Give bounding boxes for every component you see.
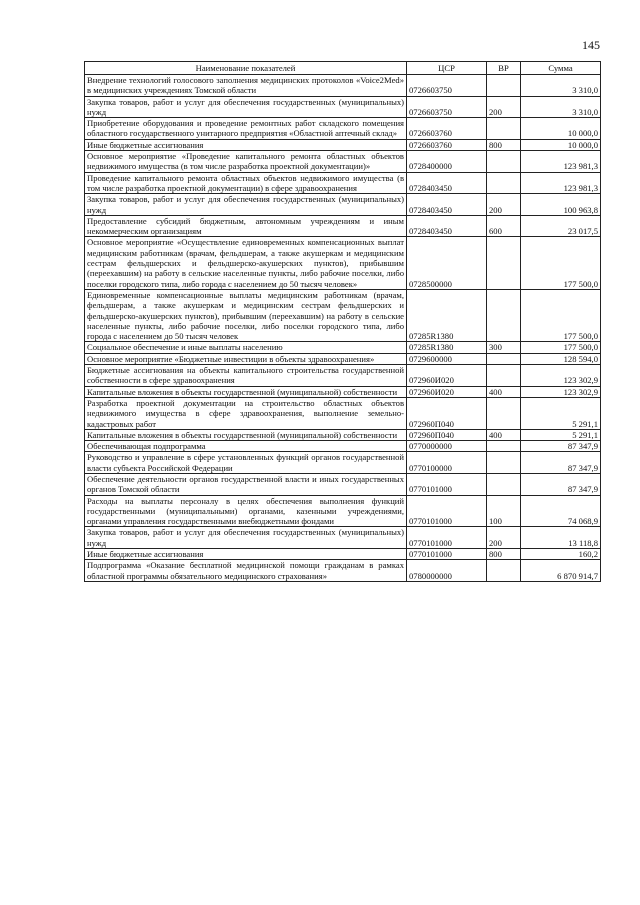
cell-csr: 0728500000 [407,237,487,289]
page-number: 145 [582,38,600,52]
cell-sum: 160,2 [521,549,601,560]
cell-name: Основное мероприятие «Бюджетные инвестиции в объекты здравоохранения» [85,353,407,364]
cell-name: Капитальные вложения в объекты государственной (муниципальной) собственности [85,429,407,440]
cell-sum: 123 981,3 [521,172,601,194]
table-row [85,386,601,397]
cell-sum: 177 500,0 [521,237,601,289]
cell-sum: 5 291,1 [521,397,601,429]
cell-csr: 07285R1380 [407,289,487,341]
cell-name: Обеспечивающая подпрограмма [85,441,407,452]
cell-csr: 0770101000 [407,495,487,527]
cell-csr: 0728400000 [407,151,487,173]
cell-name: Руководство и управление в сфере установленных функций органов государственной власти субъекта Российской Федерации [85,452,407,474]
cell-sum: 5 291,1 [521,429,601,440]
cell-csr: 0728403450 [407,194,487,216]
cell-sum: 74 068,9 [521,495,601,527]
cell-csr: 0728403450 [407,172,487,194]
cell-vr: 600 [487,215,521,237]
table-row [85,441,601,452]
table-row [85,215,601,237]
cell-sum: 87 347,9 [521,473,601,495]
cell-vr [487,289,521,341]
cell-sum: 3 310,0 [521,96,601,118]
cell-vr [487,441,521,452]
cell-vr [487,353,521,364]
cell-csr: 0770000000 [407,441,487,452]
cell-vr: 200 [487,194,521,216]
cell-vr [487,172,521,194]
cell-name: Приобретение оборудования и проведение ремонтных работ складского помещения областного государственного унитарного предприятия «Областной аптечный склад» [85,118,407,140]
cell-sum: 128 594,0 [521,353,601,364]
cell-sum: 23 017,5 [521,215,601,237]
cell-sum: 3 310,0 [521,75,601,97]
cell-sum: 123 302,9 [521,386,601,397]
cell-csr: 0728403450 [407,215,487,237]
cell-sum: 100 963,8 [521,194,601,216]
header-name: Наименование показателей [85,62,407,75]
cell-sum: 10 000,0 [521,118,601,140]
cell-csr: 0770100000 [407,452,487,474]
cell-vr [487,237,521,289]
cell-vr: 200 [487,96,521,118]
cell-name: Социальное обеспечение и иные выплаты населению [85,342,407,353]
table-row [85,194,601,216]
cell-name: Единовременные компенсационные выплаты медицинским работникам (врачам, фельдшерам, а также акушеркам и медицинским сестрам фельдшерских и фельдшерско-акушерских пунктов), прибывшим (переехавшим) на работу в сельские населенные пункты, либо рабочие поселки, либо поселки городского типа, либо города с населением до 50 тысяч человек [85,289,407,341]
header-csr: ЦСР [407,62,487,75]
header-vr: ВР [487,62,521,75]
cell-name: Закупка товаров, работ и услуг для обеспечения государственных (муниципальных) нужд [85,527,407,549]
table-row [85,365,601,387]
cell-name: Закупка товаров, работ и услуг для обеспечения государственных (муниципальных) нужд [85,194,407,216]
table-row [85,495,601,527]
cell-vr: 100 [487,495,521,527]
cell-csr: 0780000000 [407,560,487,582]
table-row [85,527,601,549]
cell-name: Предоставление субсидий бюджетным, автономным учреждениям и иным некоммерческим организациям [85,215,407,237]
cell-vr: 300 [487,342,521,353]
cell-vr: 400 [487,386,521,397]
cell-vr: 800 [487,139,521,150]
table-header [85,62,601,75]
cell-sum: 87 347,9 [521,441,601,452]
cell-csr: 072960И020 [407,365,487,387]
cell-csr: 0726603750 [407,96,487,118]
table-row [85,353,601,364]
cell-sum: 123 302,9 [521,365,601,387]
cell-name: Закупка товаров, работ и услуг для обеспечения государственных (муниципальных) нужд [85,96,407,118]
table-row [85,289,601,341]
cell-vr: 400 [487,429,521,440]
cell-name: Подпрограмма «Оказание бесплатной медицинской помощи гражданам в рамках областной программы обязательного медицинского страхования» [85,560,407,582]
table-row [85,139,601,150]
cell-vr [487,452,521,474]
budget-table [84,61,601,582]
cell-sum: 177 500,0 [521,342,601,353]
cell-csr: 072960П040 [407,397,487,429]
cell-csr: 0770101000 [407,473,487,495]
cell-name: Основное мероприятие «Осуществление единовременных компенсационных выплат медицинским работникам (врачам, фельдшерам, а также акушеркам и медицинским сестрам фельдшерских и фельдшерско-акушерских пунктов), прибывшим (переехавшим) на работу в сельские населенные пункты, либо рабочие поселки, либо поселки городского типа, либо города с населением до 50 тысяч человек» [85,237,407,289]
cell-vr: 800 [487,549,521,560]
cell-vr [487,365,521,387]
cell-name: Расходы на выплаты персоналу в целях обеспечения выполнения функций государственными (муниципальными) органами, казенными учреждениями, органами управления государственными внебюджетными фондами [85,495,407,527]
cell-name: Основное мероприятие «Проведение капитального ремонта областных объектов недвижимого имущества (в том числе разработка проектной документации)» [85,151,407,173]
cell-sum: 10 000,0 [521,139,601,150]
cell-sum: 177 500,0 [521,289,601,341]
table-row [85,75,601,97]
table-row [85,118,601,140]
cell-sum: 6 870 914,7 [521,560,601,582]
header-sum: Сумма [521,62,601,75]
table-row [85,172,601,194]
cell-name: Капитальные вложения в объекты государственной (муниципальной) собственности [85,386,407,397]
cell-vr [487,151,521,173]
cell-vr: 200 [487,527,521,549]
table-row [85,96,601,118]
table-row [85,342,601,353]
cell-vr [487,118,521,140]
cell-csr: 0770101000 [407,549,487,560]
table-body [85,75,601,582]
cell-name: Внедрение технологий голосового заполнения медицинских протоколов «Voice2Med» в медицинских учреждениях Томской области [85,75,407,97]
cell-name: Разработка проектной документации на строительство областных объектов недвижимого имущества в сфере здравоохранения, выполнение земельно-кадастровых работ [85,397,407,429]
table-row [85,473,601,495]
cell-name: Иные бюджетные ассигнования [85,549,407,560]
header-row [85,62,601,75]
cell-name: Обеспечение деятельности органов государственной власти и иных государственных органов Томской области [85,473,407,495]
table-row [85,560,601,582]
cell-csr: 0729600000 [407,353,487,364]
cell-csr: 0726603760 [407,118,487,140]
cell-name: Иные бюджетные ассигнования [85,139,407,150]
table-row [85,452,601,474]
cell-vr [487,560,521,582]
table-row [85,397,601,429]
cell-vr [487,473,521,495]
cell-csr: 072960П040 [407,429,487,440]
table-row [85,237,601,289]
table-row [85,549,601,560]
cell-csr: 0770101000 [407,527,487,549]
cell-name: Проведение капитального ремонта областных объектов недвижимого имущества (в том числе разработка проектной документации) в сфере здравоохранения [85,172,407,194]
table-row [85,429,601,440]
cell-sum: 13 118,8 [521,527,601,549]
cell-csr: 072960И020 [407,386,487,397]
cell-csr: 07285R1380 [407,342,487,353]
table-row [85,151,601,173]
cell-csr: 0726603760 [407,139,487,150]
cell-sum: 87 347,9 [521,452,601,474]
cell-sum: 123 981,3 [521,151,601,173]
cell-vr [487,397,521,429]
cell-name: Бюджетные ассигнования на объекты капитального строительства государственной собственности в сфере здравоохранения [85,365,407,387]
cell-csr: 0726603750 [407,75,487,97]
cell-vr [487,75,521,97]
